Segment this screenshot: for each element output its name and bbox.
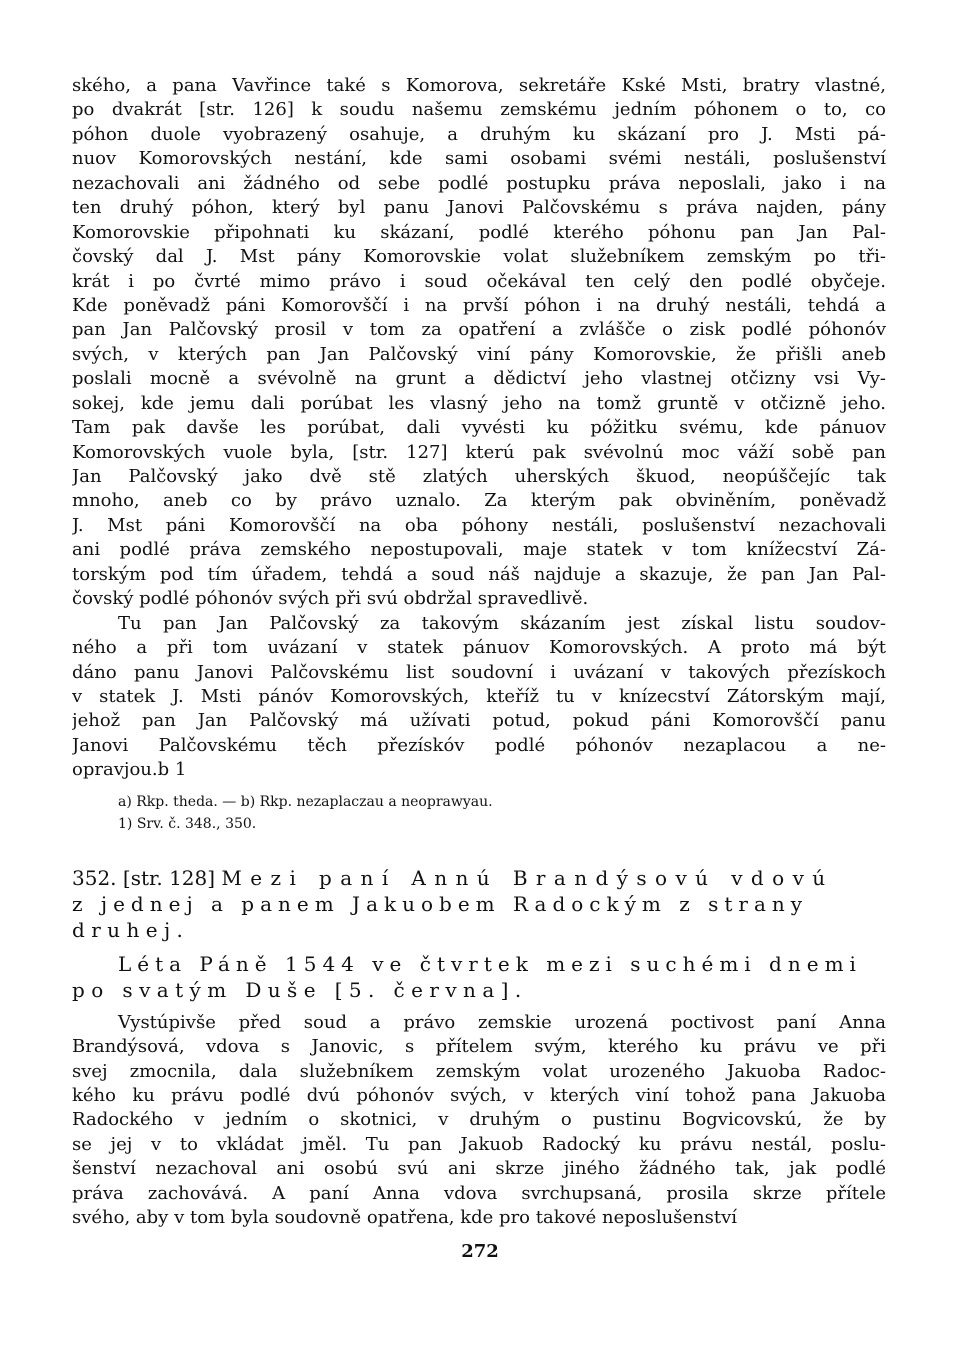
text-line: práva zachovává. A paní Anna vdova svrchupsaná, prosila skrze přítele [72, 1182, 886, 1204]
entry-date [72, 951, 886, 1003]
text-line: Brandýsová, vdova s Janovic, s přítelem svým, kterého ku právu ve při [72, 1036, 886, 1058]
text-line: Vystúpivše před soud a právo zemskie urozená poctivost paní Anna [118, 1011, 886, 1033]
entry-date-line-1: Léta Páně 1544 ve čtvrtek mezi suchémi dnemi [118, 951, 862, 976]
text-line: nuov Komorovských nestání, kde sami osobami svémi nestáli, poslušenství [72, 148, 886, 170]
footnote-line: 1) Srv. č. 348., 350. [118, 815, 257, 832]
text-line: po dvakrát [str. 126] k soudu našemu zemskému jedním póhonem o to, co [72, 99, 886, 121]
text-line: J. Mst páni Komorovščí na oba póhony nestáli, poslušenství nezachovali [72, 514, 886, 536]
entry-heading-line-3: druhej. [72, 917, 190, 942]
footnote-line: a) Rkp. theda. — b) Rkp. nezaplaczau a neoprawyau. [118, 793, 493, 810]
text-line: se jej v to vkládat jměl. Tu pan Jakuob Radocký ku právu nestál, poslu- [72, 1133, 886, 1155]
text-line: Komorovských vuole byla, [str. 127] kterú pak svévolnú moc váží sobě pan [72, 441, 886, 463]
text-line: jehož pan Jan Palčovský má užívati potud, pokud páni Komorovščí panu [72, 710, 886, 732]
entry-number: 352. [str. 128] [72, 865, 216, 890]
text-line: svej zmocnila, dala služebníkem zemským volat urozeného Jakuoba Radoc- [72, 1060, 886, 1082]
entry-title: Mezi paní Annú Brandýsovú vdovú [221, 865, 834, 890]
text-line: Radockého v jedním o skotnici, v druhým o pustinu Bogvicovskú, že by [72, 1109, 886, 1131]
text-line: sokej, kde jemu dali porúbat les vlasný jeho na tomž gruntě v otčizně jeho. [72, 392, 886, 414]
text-line: Komorovskie připohnati ku skázaní, podlé kterého póhonu pan Jan Pal- [72, 221, 886, 243]
text-line: čovský dal J. Mst pány Komorovskie volat služebníkem zemským po tři- [72, 246, 886, 268]
text-line: opravjou.b 1 [72, 759, 187, 781]
entry-heading-line-1 [72, 865, 886, 891]
document-page [72, 74, 886, 1231]
text-line: krát i po čvrté mimo právo i soud očekával ten celý den podlé obyčeje. [72, 270, 886, 292]
text-line: mnoho, aneb co by právo uznalo. Za kterým pak obviněním, poněvadž [72, 490, 886, 512]
paragraph-2 [72, 612, 886, 783]
text-line: ani podlé práva zemského nepostupovali, maje statek v tom knížecství Zá- [72, 539, 886, 561]
text-line: ného a při tom uvázaní v statek pánuov Komorovských. A proto má být [72, 637, 886, 659]
text-line: kého ku právu podlé dvú póhonóv svých, v kterých viní tohož pana Jakuoba [72, 1085, 886, 1106]
text-line: Tam pak davše les porúbat, dali vyvésti ku póžitku svému, kde pánuov [72, 417, 886, 439]
text-line: šenství nezachoval ani osobú svú ani skrze jiného žádného tak, jak podlé [72, 1158, 886, 1180]
text-line: dáno panu Janovi Palčovskému list soudovní i uvázaní v takových přezískoch [72, 661, 886, 683]
entry-heading-line-2: z jednej a panem Jakuobem Radockým z strany [72, 891, 809, 916]
text-line: svých, v kterých pan Jan Palčovský viní pány Komorovskie, že přišli aneb [72, 343, 886, 365]
footnotes [72, 791, 886, 835]
text-line: ského, a pana Vavřince také s Komorova, sekretáře Kské Msti, bratry vlastné, [72, 75, 886, 96]
text-line: v statek J. Msti pánóv Komorovských, kteříž tu v knízecství Zátorským mají, [72, 685, 886, 707]
text-line: póhon duole vyobrazený osahuje, a druhým ku skázaní pro J. Msti pá- [72, 123, 886, 145]
text-line: torským pod tím úřadem, tehdá a soud náš najduje a skazuje, že pan Jan Pal- [72, 563, 886, 585]
text-line: pan Jan Palčovský prosil v tom za opatření a zvlášče o zisk podlé póhonóv [72, 319, 886, 341]
text-line: svého, aby v tom byla soudovně opatřena, kde pro takové neposlušenství [72, 1207, 738, 1229]
text-line: poslali mocně a svévolně na grunt a dědictví jeho vlastnej otčizny vsi Vy- [72, 368, 886, 390]
text-line: ten druhý póhon, který byl panu Janovi Palčovskému s práva najden, pány [72, 197, 886, 219]
text-line: Janovi Palčovskému těch přezískóv podlé póhonóv nezaplacou a ne- [72, 734, 886, 756]
text-line: Kde poněvadž páni Komorovščí i na prvší póhon i na druhý nestáli, tehdá a [72, 294, 886, 316]
page-number: 272 [461, 1241, 499, 1262]
text-line: čovský podlé póhonóv svých při svú obdržal spravedlivě. [72, 588, 589, 610]
text-line: Jan Palčovský jako dvě stě zlatých uherských škuod, neopúščejíc tak [72, 466, 886, 487]
entry-heading [72, 865, 886, 943]
paragraph-1 [72, 74, 886, 612]
text-line: nezachovali ani žádného od sebe podlé postupku práva neposlali, jako i na [72, 172, 886, 194]
text-line: Tu pan Jan Palčovský za takovým skázaním jest získal listu soudov- [118, 612, 886, 634]
paragraph-3 [72, 1011, 886, 1231]
entry-date-line-2: po svatým Duše [5. června]. [72, 977, 528, 1002]
